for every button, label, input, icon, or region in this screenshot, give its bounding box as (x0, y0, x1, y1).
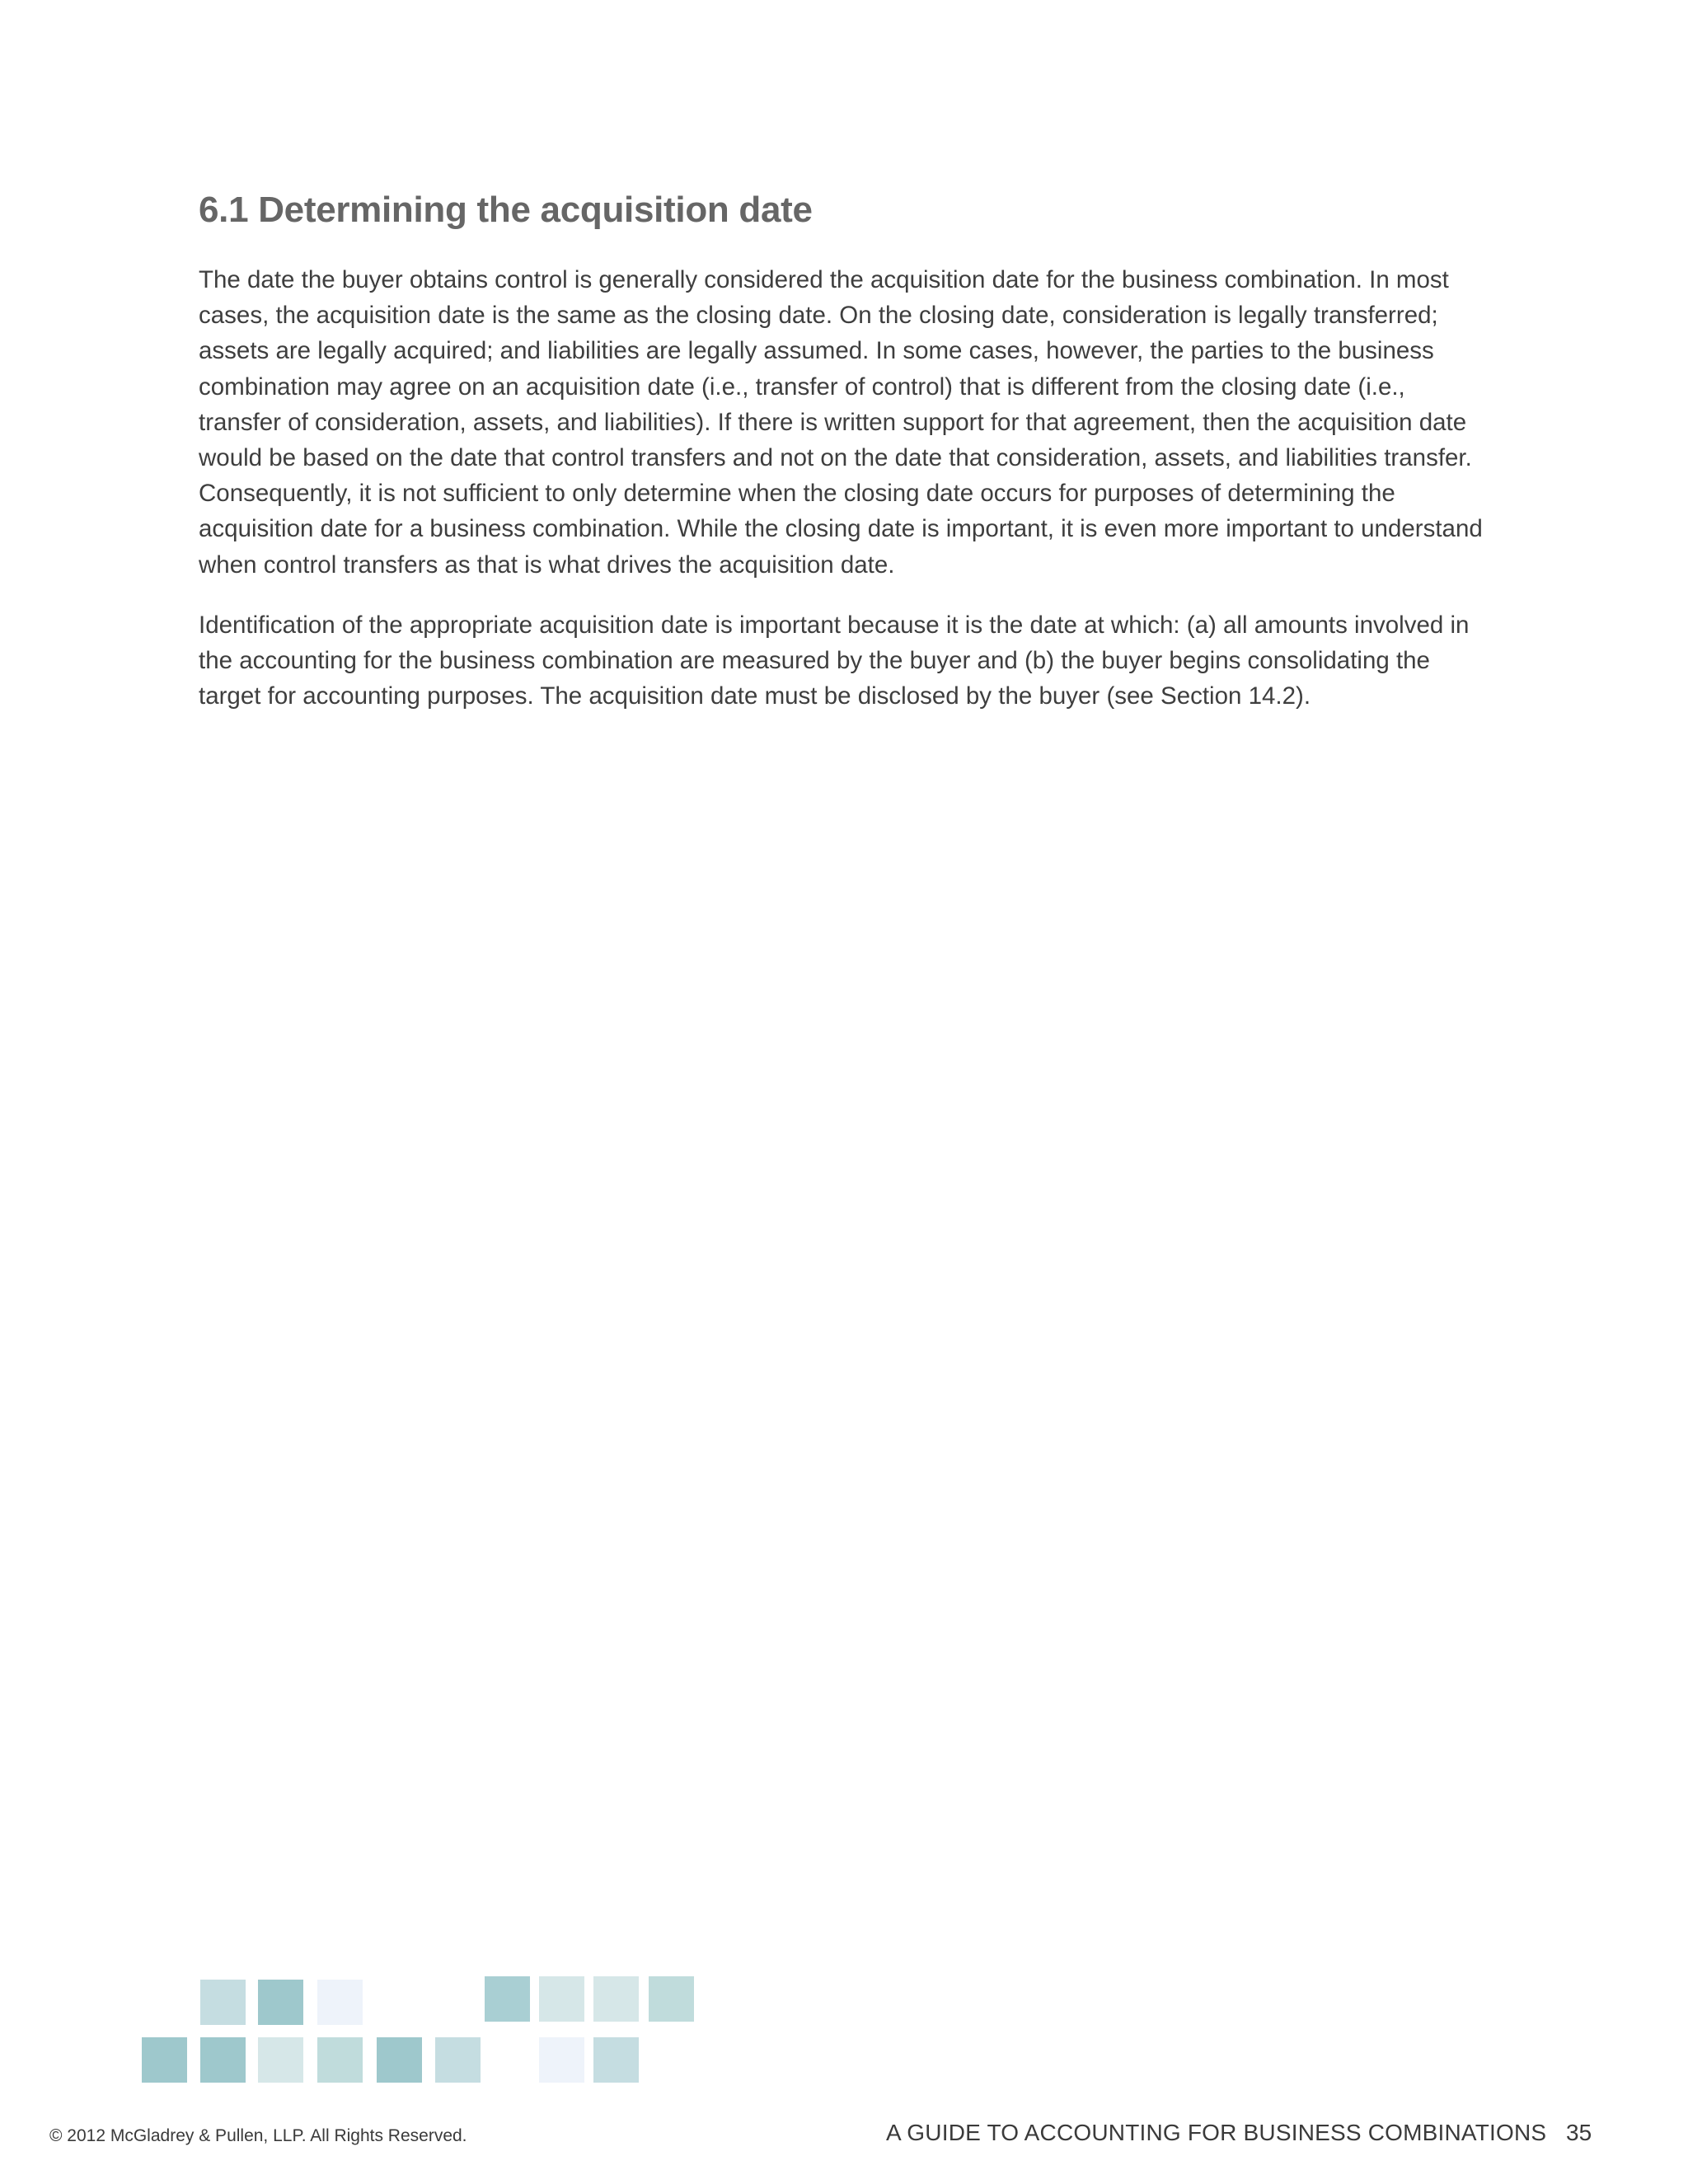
decorative-square (200, 1980, 246, 2025)
decorative-square (539, 2037, 584, 2083)
decorative-square (200, 2037, 246, 2083)
decorative-square (317, 2037, 363, 2083)
decorative-square (142, 2037, 187, 2083)
section-heading: 6.1 Determining the acquisition date (199, 190, 813, 230)
paragraph-2: Identification of the appropriate acquisition date is important because it is the date at which: (a) all amounts involved in the accounting for the business combination are measured by the buyer and (b) the buyer begins consolidating the target for accounting purposes. The acquisition date must be disclosed by the buyer (see Section 14.2). (199, 611, 1470, 710)
decorative-square (377, 2037, 422, 2083)
decorative-square (649, 1976, 694, 2022)
decorative-square (593, 2037, 639, 2083)
section-body (199, 262, 1493, 738)
decorative-square (435, 2037, 481, 2083)
decorative-square (539, 1976, 584, 2022)
decorative-square (317, 1980, 363, 2025)
decorative-square (485, 1976, 530, 2022)
footer-document-title: A GUIDE TO ACCOUNTING FOR BUSINESS COMBINATIONS (886, 2120, 1547, 2145)
footer-copyright: © 2012 McGladrey & Pullen, LLP. All Rights Reserved. (49, 2126, 467, 2145)
paragraph-1: The date the buyer obtains control is generally considered the acquisition date for the business combination. In most cases, the acquisition date is the same as the closing date. On the closing date, consideration is legally transferred; assets are legally acquired; and liabilities are legally assumed. In some cases, however, the parties to the business combination may agree on an acquisition date (i.e., transfer of control) that is different from the closing date (i.e., transfer of consideration, assets, and liabilities). If there is written support for that agreement, then the acquisition date would be based on the date that control transfers and not on the date that consideration, assets, and liabilities transfer. Consequently, it is not sufficient to only determine when the closing date occurs for purposes of determining the acquisition date for a business combination. While the closing date is important, it is even more important to understand when control transfers as that is what drives the acquisition date. (199, 266, 1483, 579)
decorative-square (258, 1980, 303, 2025)
footer-page-number: 35 (1566, 2120, 1592, 2145)
decorative-square (258, 2037, 303, 2083)
decorative-square (593, 1976, 639, 2022)
